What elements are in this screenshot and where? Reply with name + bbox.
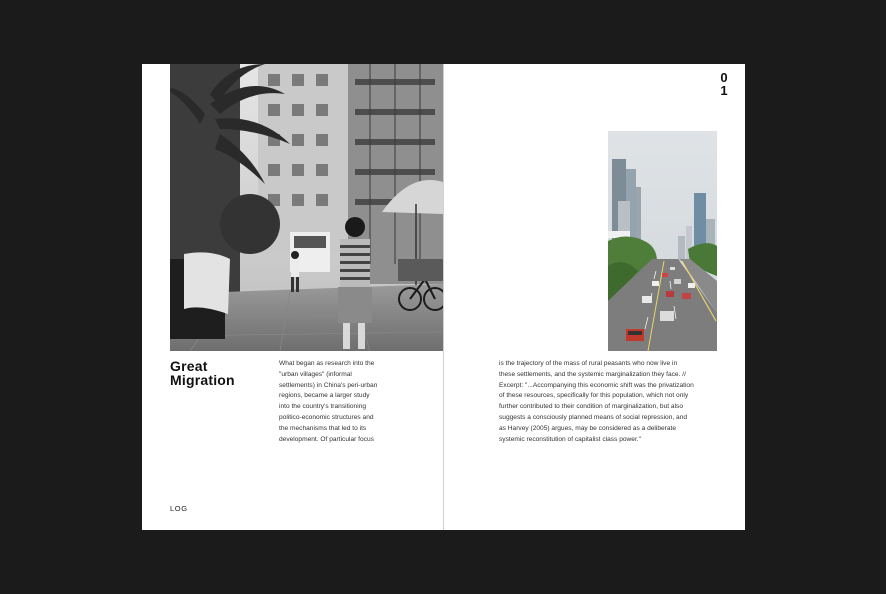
body-text-left-column: [279, 359, 391, 445]
title-line: Migration: [170, 372, 235, 388]
highway-photo-illustration: [608, 131, 717, 351]
body-line: development. Of particular focus: [279, 435, 374, 443]
body-line: Excerpt: "...Accompanying this economic shift was the privatization: [499, 381, 694, 389]
city-highway-photo: [608, 131, 717, 351]
body-line: the mechanisms that led to its: [279, 424, 367, 432]
article-title: [170, 359, 235, 387]
title-line: Great: [170, 358, 208, 374]
body-line: What began as research into the: [279, 360, 375, 367]
page-number-digit: 1: [720, 83, 728, 98]
body-line: is the trajectory of the mass of rural peasants who now live in: [499, 360, 678, 367]
body-line: into the country's transitioning: [279, 403, 367, 411]
footer-label: LOG: [170, 504, 188, 513]
page-number-digit: 0: [720, 70, 728, 85]
body-line: these settlements, and the systemic marginalization they face. //: [499, 370, 686, 378]
body-line: politico-economic structures and: [279, 413, 374, 421]
center-gutter: [443, 64, 444, 530]
street-photo-illustration: [170, 64, 443, 351]
body-line: of these resources, specifically for this population, which not only: [499, 392, 689, 400]
body-line: systemic reconstitution of capitalist class power.": [499, 435, 641, 443]
urban-village-street-photo: [170, 64, 443, 351]
body-line: "urban villages" (informal: [279, 370, 352, 378]
body-text-right-column: [499, 359, 723, 445]
magazine-spread: [142, 64, 745, 530]
body-line: settlements) in China's peri-urban: [279, 381, 378, 389]
body-line: as Harvey (2005) argues, may be considered as a deliberate: [499, 424, 677, 432]
body-line: regions, became a larger study: [279, 392, 370, 400]
body-line: further contributed to their condition of marginalization, but also: [499, 403, 683, 411]
page-number: [717, 71, 731, 97]
body-line: suggests a consciously planned means of social repression, and: [499, 413, 688, 421]
